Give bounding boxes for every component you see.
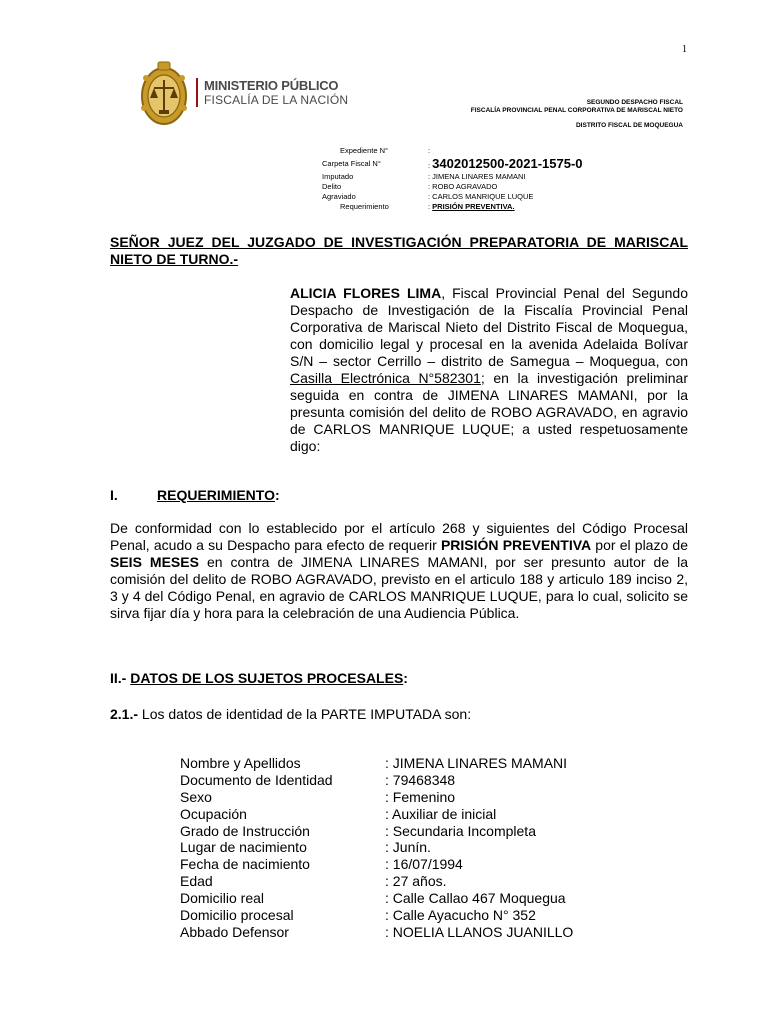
identity-label: Ocupación bbox=[180, 805, 247, 822]
identity-label: Edad bbox=[180, 873, 213, 890]
intro-paragraph bbox=[290, 285, 688, 455]
office-line-2: FISCALÍA PROVINCIAL PENAL CORPORATIVA DE MARISCAL NIETO bbox=[470, 107, 683, 114]
identity-label: Lugar de nacimiento bbox=[180, 839, 307, 856]
identity-value: : 16/07/1994 bbox=[385, 856, 463, 873]
section-1-colon: : bbox=[274, 487, 280, 503]
identity-value: : NOELIA LLANOS JUANILLO bbox=[385, 923, 574, 940]
para1-text-e: en contra de JIMENA LINARES MAMANI, por ser presunto autor de la comisión del delito de ROBO AGRAVADO, previsto en el articulo 188 y articulo 189 inciso 2, 3 y 4 del Código Penal, en agravio de CARLOS MANRIQUE LUQUE, para lo cual, solicito se sirva fijar día y hora para la celebración de una Audiencia Pública. bbox=[110, 554, 689, 621]
intro-text-1: , Fiscal Provincial Penal del Segundo Despacho de Investigación de la Fiscalía Provincial Penal Corporativa de Mariscal Nieto del Distrito Fiscal de Moquegua, con domicilio legal y procesal en la avenida Adelaida Bolívar S/N – sector Cerrillo – distrito de Samegua – Moquegua, con bbox=[290, 285, 688, 369]
para1-text-a: De conformidad con lo establecido por el artículo 268 y siguientes del Código Procesal Penal, acudo a su Despacho para efecto de requerir bbox=[110, 520, 688, 553]
delito-value: : ROBO AGRAVADO bbox=[428, 182, 498, 191]
identity-value: : Junín. bbox=[385, 839, 431, 856]
carpeta-label: Carpeta Fiscal N° bbox=[322, 159, 381, 168]
identity-value: : Calle Ayacucho N° 352 bbox=[385, 907, 536, 924]
requerimiento-text: PRISIÓN PREVENTIVA. bbox=[432, 202, 515, 211]
subsection-2-1 bbox=[110, 706, 471, 722]
intro-text-2: ; en la investigación preliminar seguida en contra de JIMENA LINARES MAMANI, por la presunta comisión del delito de ROBO AGRAVADO, en agravio de CARLOS MANRIQUE LUQUE; a usted respetuosamente digo: bbox=[290, 370, 688, 454]
imputado-value: : JIMENA LINARES MAMANI bbox=[428, 172, 526, 181]
identity-label: Nombre y Apellidos bbox=[180, 755, 301, 771]
para1-seis-meses: SEIS MESES bbox=[110, 554, 199, 570]
carpeta-number: 3402012500-2021-1575-0 bbox=[432, 156, 583, 171]
identity-label: Sexo bbox=[180, 788, 212, 805]
section-2-heading bbox=[110, 670, 408, 686]
identity-value: : JIMENA LINARES MAMANI bbox=[385, 755, 568, 771]
requerimiento-value bbox=[428, 202, 515, 212]
addressee-heading: SEÑOR JUEZ DEL JUZGADO DE INVESTIGACIÓN PREPARATORIA DE MARISCAL NIETO DE TURNO.- bbox=[110, 234, 688, 267]
identity-label: Grado de Instrucción bbox=[180, 822, 310, 839]
requerimiento-label: Requerimiento bbox=[340, 202, 389, 211]
subsection-2-1-number: 2.1.- bbox=[110, 706, 139, 722]
requerimiento-separator: : bbox=[428, 202, 433, 211]
agraviado-label: Agraviado bbox=[322, 192, 356, 201]
identity-label: Documento de Identidad bbox=[180, 771, 333, 788]
agraviado-value: : CARLOS MANRIQUE LUQUE bbox=[428, 192, 534, 201]
identity-value: : Calle Callao 467 Moquegua bbox=[385, 890, 566, 907]
section-2-title: DATOS DE LOS SUJETOS PROCESALES bbox=[130, 670, 404, 686]
identity-label: Fecha de nacimiento bbox=[180, 856, 310, 873]
section-1-heading bbox=[110, 487, 280, 503]
requerimiento-paragraph bbox=[110, 520, 688, 622]
brand-title: MINISTERIO PÚBLICO bbox=[204, 78, 339, 93]
expediente-value: : bbox=[428, 146, 431, 155]
section-2-colon: : bbox=[403, 670, 408, 686]
page-number: 1 bbox=[682, 44, 687, 55]
section-2-number: II.- bbox=[110, 670, 131, 686]
identity-value: : Secundaria Incompleta bbox=[385, 822, 536, 839]
para1-text-c: por el plazo de bbox=[591, 537, 688, 553]
section-1-title: REQUERIMIENTO bbox=[157, 487, 275, 503]
imputado-label: Imputado bbox=[322, 172, 354, 181]
identity-label: Abbado Defensor bbox=[180, 923, 289, 940]
office-line-1: SEGUNDO DESPACHO FISCAL bbox=[586, 99, 683, 106]
identity-value: : 27 años. bbox=[385, 873, 447, 890]
identity-value: : Auxiliar de inicial bbox=[385, 805, 497, 822]
identity-label: Domicilio real bbox=[180, 890, 265, 907]
expediente-label: Expediente N° bbox=[340, 146, 389, 155]
casilla-electronica: Casilla Electrónica N°582301 bbox=[290, 370, 481, 386]
prosecutor-name: ALICIA FLORES LIMA bbox=[290, 285, 442, 301]
section-1-number: I. bbox=[110, 487, 118, 503]
para1-prision-preventiva: PRISIÓN PREVENTIVA bbox=[440, 537, 592, 553]
delito-label: Delito bbox=[322, 182, 342, 191]
subsection-2-1-text: Los datos de identidad de la PARTE IMPUTADA son: bbox=[138, 706, 472, 722]
office-line-3: DISTRITO FISCAL DE MOQUEGUA bbox=[575, 122, 683, 129]
brand-block bbox=[196, 78, 348, 107]
ministerio-publico-emblem-icon bbox=[138, 58, 190, 128]
identity-value: : Femenino bbox=[385, 788, 456, 805]
brand-subtitle: FISCALÍA DE LA NACIÓN bbox=[204, 93, 349, 107]
identity-value: : 79468348 bbox=[385, 771, 456, 788]
identity-label: Domicilio procesal bbox=[180, 907, 294, 924]
carpeta-separator: : bbox=[428, 161, 433, 170]
